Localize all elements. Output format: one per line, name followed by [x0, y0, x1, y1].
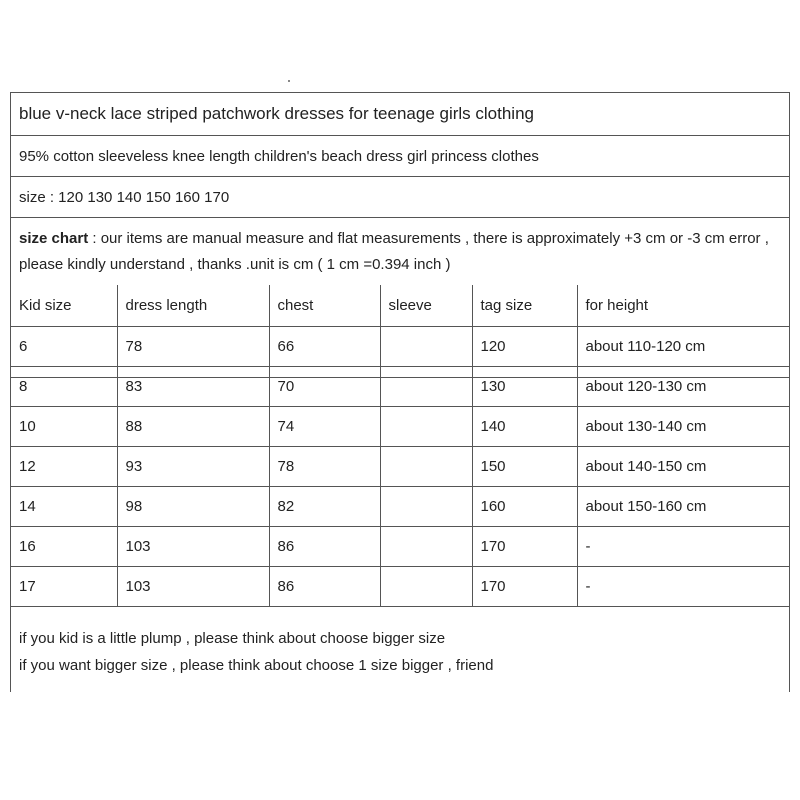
table-cell: 93 [117, 446, 269, 486]
table-row [11, 366, 789, 406]
stray-dot [288, 80, 290, 82]
product-title: blue v-neck lace striped patchwork dresses for teenage girls clothing [11, 93, 789, 136]
size-table [11, 285, 789, 607]
table-cell: 86 [269, 526, 380, 566]
size-list: size : 120 130 140 150 160 170 [11, 177, 789, 218]
table-cell: 140 [472, 406, 577, 446]
footer-notes [11, 617, 789, 679]
table-cell: about 110-120 cm [577, 326, 789, 366]
table-cell: 17 [11, 566, 117, 606]
table-row [11, 486, 789, 526]
table-cell: 10 [11, 406, 117, 446]
table-cell: 130 [472, 366, 577, 406]
footer-note-1: if you kid is a little plump , please think about choose bigger size [19, 630, 446, 647]
table-header-row [11, 285, 789, 326]
table-cell: 66 [269, 326, 380, 366]
size-chart-label: size chart [19, 230, 89, 247]
table-cell: about 150-160 cm [577, 486, 789, 526]
table-cell: 70 [269, 366, 380, 406]
table-cell: 78 [269, 446, 380, 486]
table-cell: about 130-140 cm [577, 406, 789, 446]
table-cell: 120 [472, 326, 577, 366]
table-cell: - [577, 526, 789, 566]
table-cell [380, 526, 472, 566]
table-cell: 170 [472, 566, 577, 606]
table-cell [380, 446, 472, 486]
table-row [11, 406, 789, 446]
table-cell [380, 566, 472, 606]
table-cell: 103 [117, 566, 269, 606]
footer-note-2: if you want bigger size , please think about choose 1 size bigger , friend [19, 657, 494, 674]
table-cell: 12 [11, 446, 117, 486]
table-cell: 78 [117, 326, 269, 366]
size-chart-note-line1 [19, 226, 789, 252]
table-cell: 160 [472, 486, 577, 526]
table-cell: 6 [11, 326, 117, 366]
column-header: for height [577, 285, 789, 326]
table-cell [380, 486, 472, 526]
table-cell: 88 [117, 406, 269, 446]
column-header: chest [269, 285, 380, 326]
table-cell: about 120-130 cm [577, 366, 789, 406]
table-cell [380, 326, 472, 366]
table-cell: - [577, 566, 789, 606]
column-header: tag size [472, 285, 577, 326]
product-subtitle: 95% cotton sleeveless knee length children's beach dress girl princess clothes [11, 136, 789, 177]
table-row [11, 566, 789, 606]
table-cell: 14 [11, 486, 117, 526]
column-header: Kid size [11, 285, 117, 326]
size-chart-text-line1: : our items are manual measure and flat measurements , there is approximately +3 cm or -3 cm error , [88, 230, 769, 247]
table-cell: 82 [269, 486, 380, 526]
table-cell: 103 [117, 526, 269, 566]
table-cell: 8 [11, 366, 117, 406]
table-cell: 170 [472, 526, 577, 566]
table-row [11, 526, 789, 566]
table-cell: 16 [11, 526, 117, 566]
table-cell: 74 [269, 406, 380, 446]
size-chart-text-line2: please kindly understand , thanks .unit is cm ( 1 cm =0.394 inch ) [19, 256, 451, 273]
column-header: sleeve [380, 285, 472, 326]
column-header: dress length [117, 285, 269, 326]
table-row [11, 446, 789, 486]
table-cell: 83 [117, 366, 269, 406]
table-cell: about 140-150 cm [577, 446, 789, 486]
table-cell [380, 406, 472, 446]
table-cell: 98 [117, 486, 269, 526]
table-cell: 150 [472, 446, 577, 486]
table-cell [380, 366, 472, 406]
size-chart-sheet [10, 92, 790, 692]
table-row [11, 326, 789, 366]
table-cell: 86 [269, 566, 380, 606]
